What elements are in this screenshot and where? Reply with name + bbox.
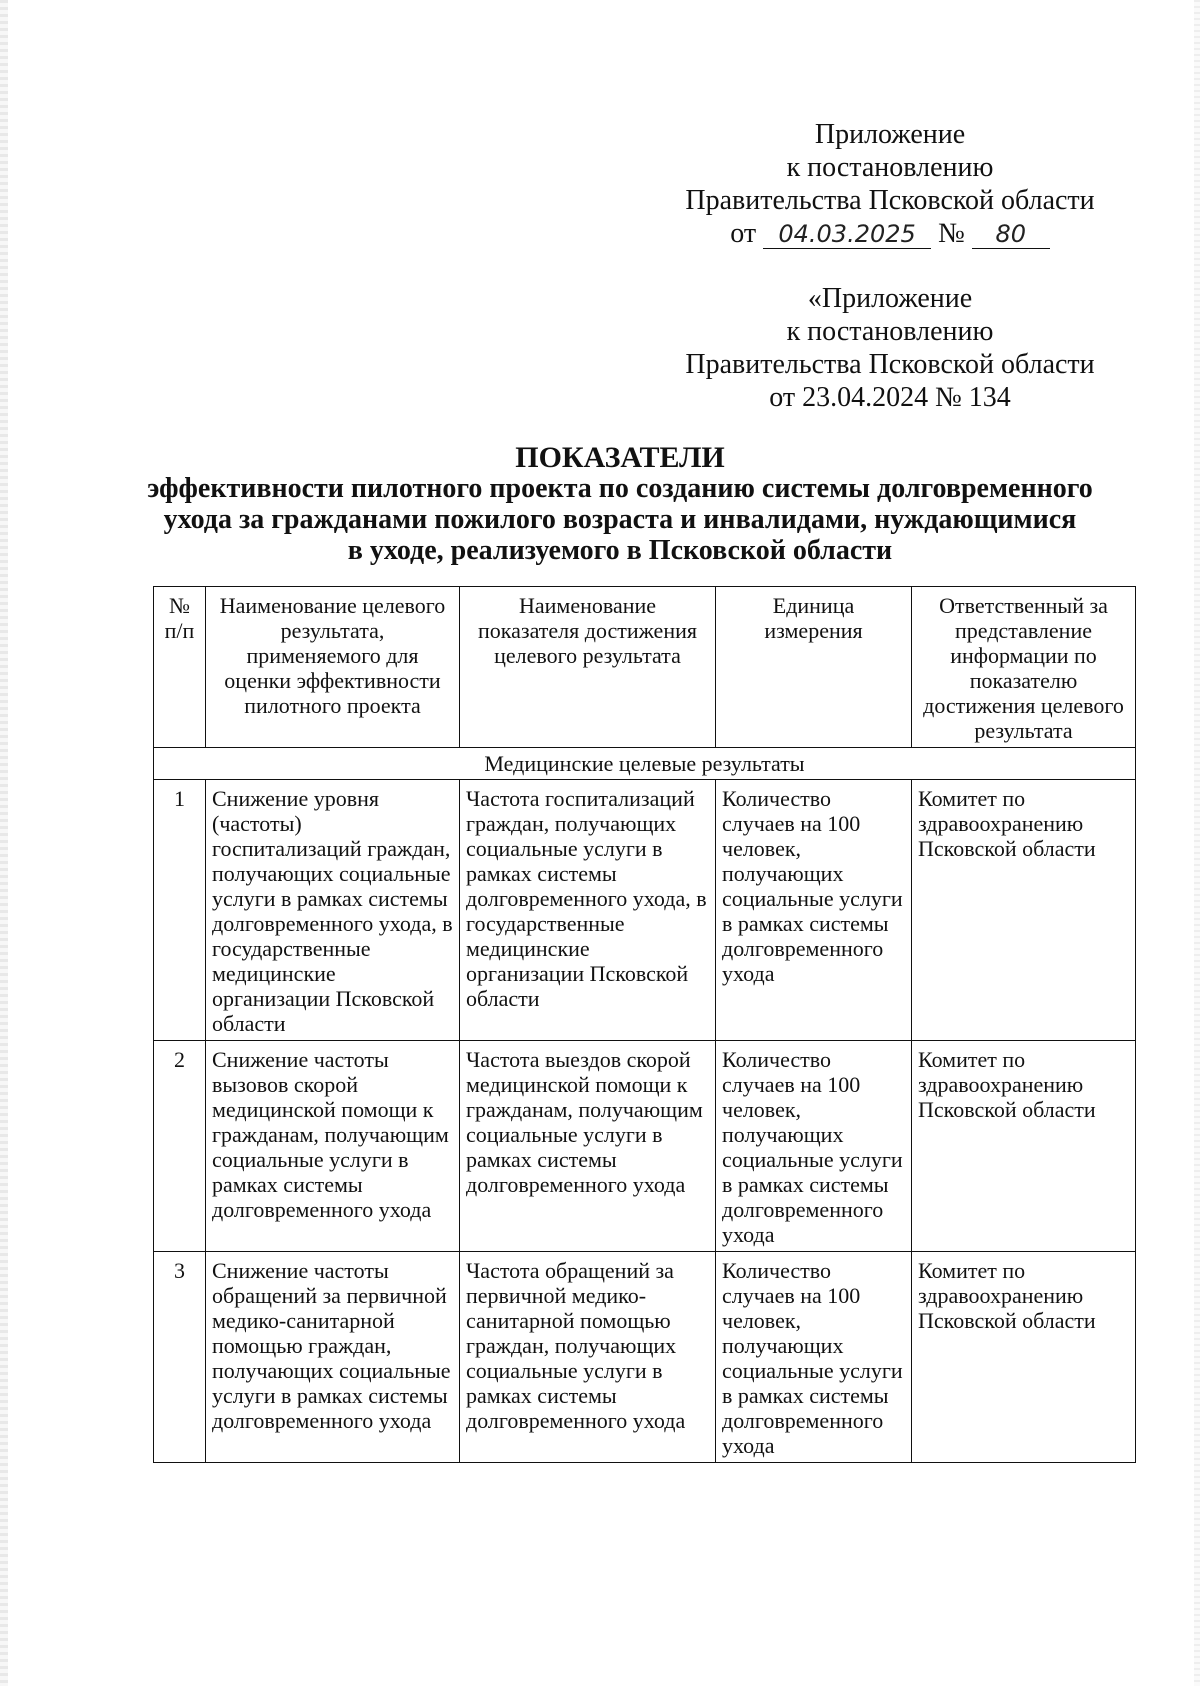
row-result: Снижение частоты обращений за первичной медико-санитарной помощью граждан, получающих социальные услуги в рамках системы долговременного ухода [206, 1252, 460, 1463]
original-line-4: от 23.04.2024 № 134 [769, 382, 1011, 413]
handwritten-number: 80 [972, 220, 1050, 249]
indicators-table [153, 586, 1136, 1463]
header-unit: Единица измерения [716, 587, 912, 748]
handwritten-date: 04.03.2025 [763, 220, 931, 249]
original-appendix-block [680, 282, 1100, 414]
row-indicator: Частота выездов скорой медицинской помощи к гражданам, получающим социальные услуги в рамках системы долговременного ухода [460, 1041, 716, 1252]
table-header-row [154, 587, 1136, 748]
document-title [120, 442, 1120, 566]
row-unit: Количество случаев на 100 человек, получающих социальные услуги в рамках системы долговременного ухода [716, 780, 912, 1041]
title-sub-3: в уходе, реализуемого в Псковской области [347, 535, 893, 566]
header-indicator: Наименование показателя достижения целевого результата [460, 587, 716, 748]
title-sub-2: ухода за гражданами пожилого возраста и инвалидами, нуждающимися [163, 504, 1077, 535]
row-responsible: Комитет по здравоохранению Псковской области [912, 1041, 1136, 1252]
table-row [154, 780, 1136, 1041]
row-unit: Количество случаев на 100 человек, получающих социальные услуги в рамках системы долговременного ухода [716, 1041, 912, 1252]
row-unit: Количество случаев на 100 человек, получающих социальные услуги в рамках системы долговременного ухода [716, 1252, 912, 1463]
header-result: Наименование целевого результата, применяемого для оценки эффективности пилотного проекта [206, 587, 460, 748]
approval-line-3: Правительства Псковской области [685, 185, 1095, 216]
header-responsible: Ответственный за представление информации по показателю достижения целевого результата [912, 587, 1136, 748]
scan-edge-right [1194, 0, 1200, 1686]
from-label: от [730, 218, 757, 249]
row-result: Снижение частоты вызовов скорой медицинской помощи к гражданам, получающим социальные услуги в рамках системы долговременного ухода [206, 1041, 460, 1252]
original-line-3: Правительства Псковской области [685, 349, 1095, 380]
original-line-2: к постановлению [786, 316, 994, 347]
table-row [154, 1252, 1136, 1463]
approval-date-line [680, 217, 1100, 250]
row-num: 1 [154, 780, 206, 1041]
row-indicator: Частота госпитализаций граждан, получающих социальные услуги в рамках системы долговременного ухода, в государственные медицинские организации Псковской области [460, 780, 716, 1041]
table-row [154, 1041, 1136, 1252]
title-main: ПОКАЗАТЕЛИ [515, 441, 725, 474]
row-responsible: Комитет по здравоохранению Псковской области [912, 780, 1136, 1041]
original-line-1: «Приложение [807, 283, 973, 314]
approval-line-1: Приложение [814, 119, 966, 150]
row-responsible: Комитет по здравоохранению Псковской области [912, 1252, 1136, 1463]
row-num: 2 [154, 1041, 206, 1252]
section-title: Медицинские целевые результаты [154, 748, 1136, 780]
row-indicator: Частота обращений за первичной медико-санитарной помощью граждан, получающих социальные услуги в рамках системы долговременного ухода [460, 1252, 716, 1463]
scan-edge-left [0, 0, 8, 1686]
title-sub-1: эффективности пилотного проекта по созданию системы долговременного [147, 473, 1093, 504]
approval-line-2: к постановлению [786, 152, 994, 183]
number-label: № [938, 218, 965, 249]
section-row [154, 748, 1136, 780]
approval-block [680, 118, 1100, 250]
row-result: Снижение уровня (частоты) госпитализаций граждан, получающих социальные услуги в рамках системы долговременного ухода, в государственные медицинские организации Псковской области [206, 780, 460, 1041]
row-num: 3 [154, 1252, 206, 1463]
header-num: № п/п [154, 587, 206, 748]
